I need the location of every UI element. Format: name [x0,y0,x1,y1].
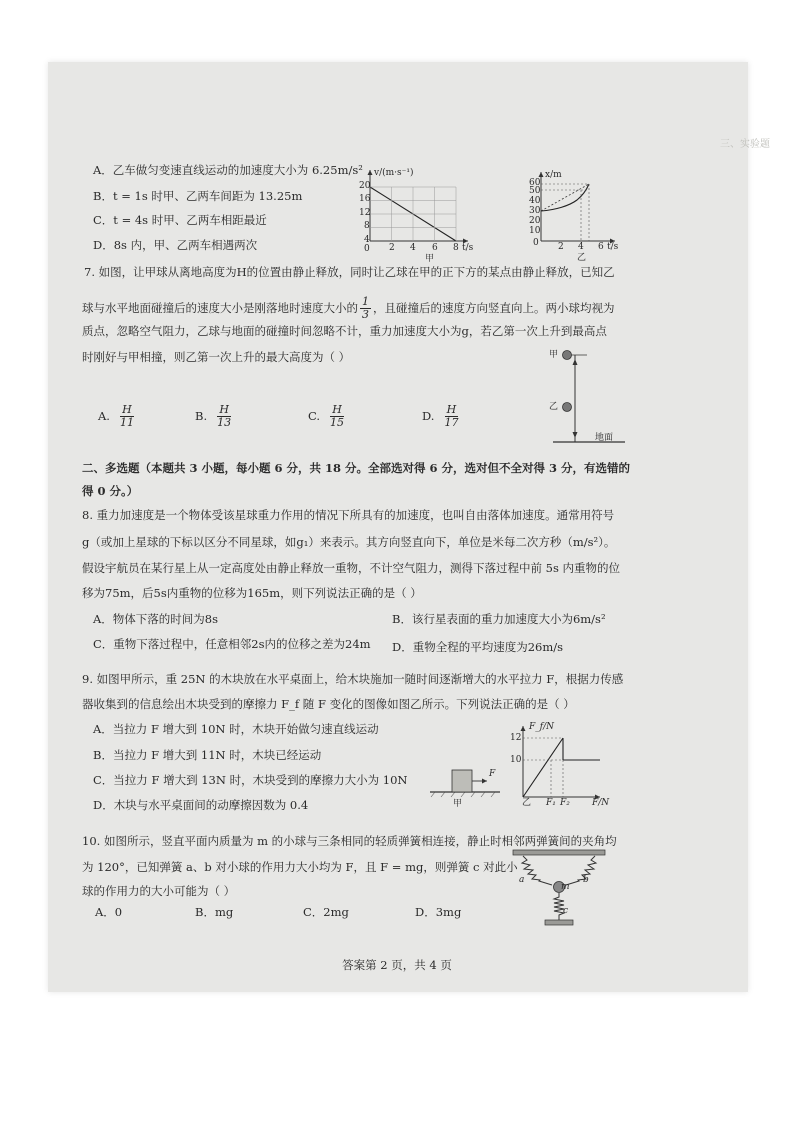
q9-graph-caption: 乙 [522,798,532,808]
graph-yi-ytick: 0 [533,238,539,248]
q7-option-d-label: D. [422,409,435,423]
q6-option-d: D．8s 内，甲、乙两车相遇两次 [93,238,258,252]
graph-jia-xtick: 4 [410,243,416,253]
q7-option-a-den: 11 [119,416,134,429]
q9-option-c: C．当拉力 F 增大到 13N 时，木块受到的摩擦力大小为 10N [93,773,408,787]
q8-option-b: B．该行星表面的重力加速度大小为6m/s² [392,612,606,626]
q9-graph-xtick: F₁ [546,798,556,808]
section2-heading-line2: 得 0 分。） [82,484,139,498]
q7-line1: 7. 如图，让甲球从离地高度为H的位置由静止释放，同时让乙球在甲的正下方的某点由静止释放，已知乙 [84,265,615,279]
q6-option-c: C．t = 4s 时甲、乙两车相距最近 [93,213,267,227]
q7-fraction-den: 3 [362,308,369,321]
q10-line1: 10. 如图所示，竖直平面内质量为 m 的小球与三条相同的轻质弹簧相连接，静止时相邻两弹簧间的夹角均 [82,834,617,848]
q9-graph-xtick: F₂ [560,798,570,808]
q10-option-b: B．mg [195,905,234,919]
q9-figure-jia [425,762,505,802]
q7-line4: 时刚好与甲相撞，则乙第一次上升的最大高度为（ ） [82,350,351,364]
q9-option-d: D．木块与水平桌面间的动摩擦因数为 0.4 [93,798,309,812]
q6-option-b: B．t = 1s 时甲、乙两车间距为 13.25m [93,189,303,203]
graph-jia-xtick: 8 [453,243,459,253]
q7-line3: 质点，忽略空气阻力，乙球与地面的碰撞时间忽略不计，重力加速度大小为g，若乙第一次上升到最高点 [82,324,607,338]
page-footer: 答案第 2 页，共 4 页 [342,958,452,972]
q8-option-a: A．物体下落的时间为8s [93,612,219,626]
graph-jia-xtick: 6 [432,243,438,253]
q9-fig-jia-caption: 甲 [453,799,463,809]
q9-graph-ytick: 12 [510,733,522,743]
q7-fraction [360,296,371,321]
q9-option-b: B．当拉力 F 增大到 11N 时，木块已经运动 [93,748,322,762]
graph-yi-ytick: 40 [529,196,541,206]
q7-option-b-den: 13 [217,416,232,429]
q7-option-d-den: 17 [444,416,459,429]
q9-fig-force-label: F [489,769,496,779]
graph-yi-xtick: 4 [578,242,584,252]
graph-jia-xtick: 2 [389,243,395,253]
q10-line3: 球的作用力的大小可能为（ ） [82,884,236,898]
graph-yi-xtick: 2 [558,242,564,252]
q7-option-b-num: H [219,403,229,416]
q9-graph-xlabel: F/N [592,798,610,808]
q7-fraction-num: 1 [362,295,369,308]
q7-fig-ground-label: 地面 [595,433,614,443]
q7-line2-text-a: 球与水平地面碰撞后的速度大小是刚落地时速度大小的 [82,301,358,315]
bleed-through-text: 三、实验题 [720,139,770,150]
q8-option-d: D．重物全程的平均速度为26m/s [392,640,564,654]
graph-jia-xlabel: t/s [462,243,474,253]
graph-yi-xlabel: t/s [607,242,619,252]
q8-line4: 移为75m，后5s内重物的位移为165m，则下列说法正确的是（ ） [82,586,422,600]
q8-line2: g（或加上星球的下标以区分不同星球，如g₁）来表示。其方向竖直向下，单位是米每二次方秒（m/s²）。 [82,535,616,549]
q10-option-a: A．0 [95,905,123,919]
q8-line1: 8. 重力加速度是一个物体受该星球重力作用的情况下所具有的加速度，也叫自由落体加速度。通常用符号 [82,508,615,522]
q7-option-b-label: B. [195,409,208,423]
q7-line2 [82,296,615,321]
q7-option-d-num: H [446,403,457,416]
q7-line2-text-b: ，且碰撞后的速度方向竖直向上。两小球均视为 [373,301,615,315]
q8-line3: 假设宇航员在某行星上从一定高度处由静止释放一重物，不计空气阻力，测得下落过程中前 5s 内重物的位 [82,561,621,575]
q10-option-c: C．2mg [303,905,349,919]
graph-jia-caption: 甲 [425,254,435,264]
q7-option-c-num: H [332,403,342,416]
graph-jia-ytick: 20 [359,181,371,191]
q7-option-c [308,404,348,429]
graph-jia-ytick: 4 [364,235,370,245]
graph-jia-ylabel: v/(m·s⁻¹) [374,168,414,178]
graph-yi-ytick: 10 [529,226,541,236]
q10-spring-figure [505,848,615,933]
q9-line1: 9. 如图甲所示，重 25N 的木块放在水平桌面上，给木块施加一随时间逐渐增大的水平拉力 F，根据力传感 [82,672,624,686]
q8-option-c: C．重物下落过程中，任意相邻2s内的位移之差为24m [93,637,371,651]
q7-figure [545,345,635,450]
q10-option-d: D．3mg [415,905,462,919]
q7-option-c-den: 15 [330,416,345,429]
graph-yi-ylabel: x/m [545,170,562,180]
graph-yi-caption: 乙 [577,253,587,263]
q7-option-d-fraction [442,404,460,429]
q10-fig-label-b: b [583,875,589,885]
section2-heading-line1: 二、多选题（本题共 3 小题，每小题 6 分，共 18 分。全部选对得 6 分，选对但不全对得 3 分，有选错的 [82,461,631,475]
q7-option-a-num: H [122,403,132,416]
q7-option-a-fraction [118,404,136,429]
q9-graph-ylabel: F_f/N [529,722,554,732]
q7-option-d [422,404,462,429]
q7-fig-jia-label: 甲 [549,350,559,360]
graph-yi-xtick: 6 [598,242,604,252]
graph-yi-ytick: 60 [529,178,541,188]
q7-option-b-fraction [215,404,233,429]
graph-jia-ytick: 16 [359,194,371,204]
graph-jia-ytick: 8 [364,221,370,231]
q7-fig-yi-label: 乙 [549,402,559,412]
graph-jia-ytick: 0 [364,244,370,254]
q9-line2: 器收集到的信息绘出木块受到的摩擦力 F_f 随 F 变化的图像如图乙所示。下列说法正确的是（ ） [82,697,575,711]
q10-fig-label-a: a [519,875,525,885]
q10-fig-label-c: c [563,906,569,916]
q7-option-a-label: A. [98,409,110,423]
graph-yi-ytick: 20 [529,216,541,226]
q7-option-c-label: C. [308,409,321,423]
graph-yi-ytick: 50 [529,186,541,196]
graph-yi-ytick: 30 [529,206,541,216]
q10-line2: 为 120°，已知弹簧 a、b 对小球的作用力大小均为 F，且 F = mg，则弹簧 c 对此小 [82,860,518,874]
q9-graph-ytick: 10 [510,755,522,765]
q7-option-b [195,404,235,429]
q9-option-a: A．当拉力 F 增大到 10N 时，木块开始做匀速直线运动 [93,722,379,736]
q10-fig-label-m: m [561,882,570,892]
q7-option-c-fraction [328,404,346,429]
q6-option-a: A．乙车做匀变速直线运动的加速度大小为 6.25m/s² [93,163,363,177]
q7-option-a [98,404,138,429]
graph-jia-ytick: 12 [359,208,371,218]
